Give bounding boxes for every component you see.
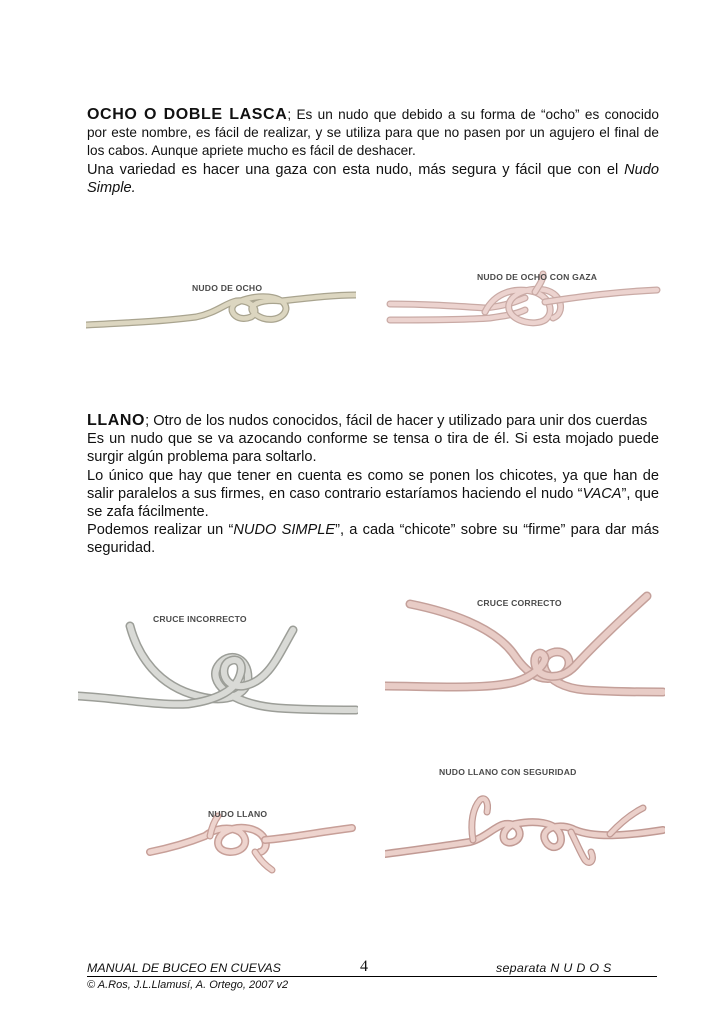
llano-paragraph [87, 412, 659, 558]
nudo-llano-illustration [90, 796, 360, 876]
figure-cruce-incorrecto [78, 596, 358, 721]
figure-nudo-de-ocho [86, 265, 356, 345]
llano-text-4-start: Podemos realizar un “ [87, 522, 234, 539]
llano-text-3-end: ”, que se zafa fácilmente. [87, 485, 659, 521]
figure-nudo-de-ocho-con-gaza [385, 262, 665, 347]
nudo-de-ocho-illustration [86, 265, 356, 345]
label-nudo-de-ocho: NUDO DE OCHO [192, 283, 263, 293]
llano-nudo-simple-emphasis: NUDO SIMPLE [233, 522, 336, 539]
llano-intro: ; Otro de los nudos conocidos, fácil de hacer y utilizado para unir dos cuerdas [145, 413, 648, 429]
page-number: 4 [360, 958, 368, 975]
label-cruce-correcto: CRUCE CORRECTO [477, 598, 562, 608]
ocho-text: ; Es un nudo que debido a su forma de “ocho” es conocido por este nombre, es fácil de realizar, y se utiliza para que no pasen por un agujero el final de los cabos. Aunque apriete mucho es fácil de deshacer. [87, 107, 659, 159]
label-cruce-incorrecto: CRUCE INCORRECTO [153, 614, 247, 624]
ocho-title: OCHO O DOBLE LASCA [87, 106, 288, 123]
llano-text-3-start: Lo único que hay que tener en cuenta es como se ponen los chicotes, ya que han de salir paralelos a sus firmes, en caso contrario estaríamos haciendo el nudo “ [87, 467, 659, 502]
ocho-paragraph [87, 106, 659, 197]
ocho-variant-emphasis: Nudo Simple. [87, 161, 659, 196]
figure-nudo-llano [90, 796, 360, 876]
figure-nudo-llano-con-seguridad [385, 762, 665, 882]
nudo-llano-seguridad-illustration [385, 762, 665, 882]
label-nudo-llano: NUDO LLANO [208, 809, 268, 819]
ocho-variant-text: Una variedad es hacer una gaza con esta nudo, más segura y fácil que con el [87, 161, 625, 178]
llano-title: LLANO [87, 412, 146, 429]
llano-text-4-end: ”, a cada “chicote” sobre su “firme” para dar más seguridad. [87, 522, 659, 557]
figure-cruce-correcto [385, 586, 665, 716]
footer-rule [87, 976, 657, 977]
footer-manual-title: MANUAL DE BUCEO EN CUEVAS [87, 961, 281, 975]
llano-text-2: Es un nudo que se va azocando conforme se tensa o tira de él. Si esta mojado puede surgir algún problema para soltarlo. [87, 431, 659, 466]
footer-separata: separata N U D O S [496, 961, 612, 975]
footer-authors: © A.Ros, J.L.Llamusí, A. Ortego, 2007 v2 [87, 979, 289, 991]
label-nudo-de-ocho-con-gaza: NUDO DE OCHO CON GAZA [477, 272, 598, 282]
label-nudo-llano-con-seguridad: NUDO LLANO CON SEGURIDAD [439, 767, 577, 777]
llano-vaca-emphasis: VACA [582, 485, 622, 502]
